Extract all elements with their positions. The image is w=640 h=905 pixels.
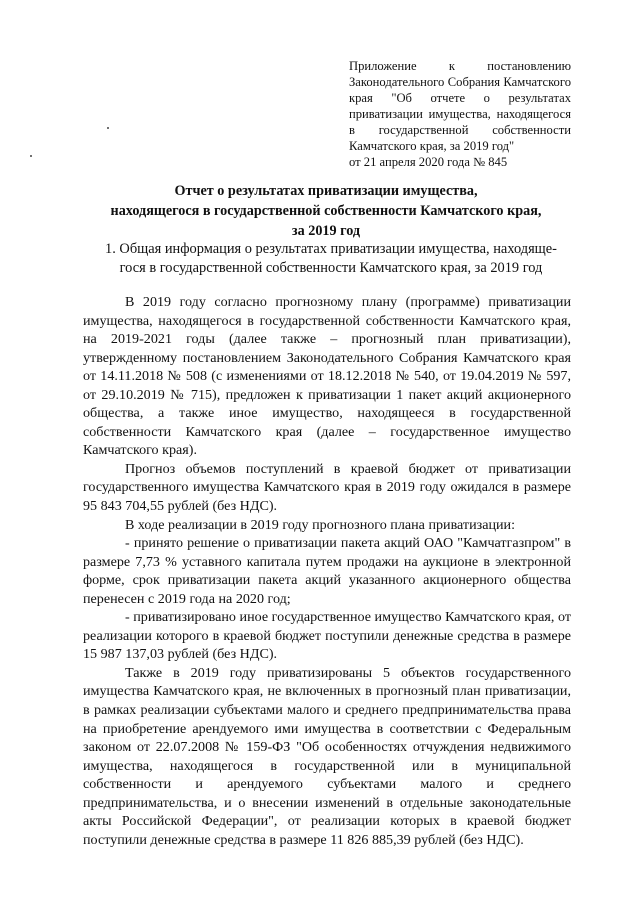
paragraph: - принято решение о приватизации пакета акций ОАО "Камчатгазпром" в размере 7,73 % уставного капитала путем продажи на аукционе в электронной форме, срок приватизации пакета акций указанного акционерного общества перенесен с 2019 года на 2020 год; — [83, 535, 571, 607]
paragraph: В 2019 году согласно прогнозному плану (программе) приватизации имущества, находящегося в государственной собственности Камчатского края, на 2019-2021 годы (далее также – прогнозный план приватизации), утвержденному постановлением Законодательного Собрания Камчатского края от 14.11.2018 № 508 (с изменениями от 18.12.2018 № 540, от 19.04.2019 № 597, от 29.10.2019 № 715), предложен к приватизации 1 пакет акций акционерного общества, а также иное имущество, находящееся в государственной собственности Камчатского края (далее – государственное имущество Камчатского края). — [83, 294, 571, 459]
scan-speck — [30, 155, 32, 157]
paragraph: Также в 2019 году приватизированы 5 объектов государственного имущества Камчатского края, не включенных в прогнозный план приватизации, в рамках реализации субъектами малого и среднего предпринимательства права на приобретение арендуемого ими имущества в соответствии с Федеральным законом от 22.07.2008 № 159-ФЗ "Об особенностях отчуждения недвижимого имущества, находящегося в государственной или в муниципальной собственности и арендуемого субъектами малого и среднего предпринимательства, и о внесении изменений в отдельные законодательные акты Российской Федерации", от реализации которых в краевой бюджет поступили денежные средства в размере 11 826 885,39 рублей (без НДС). — [83, 664, 571, 848]
document-title — [60, 181, 592, 241]
title-line: находящегося в государственной собственности Камчатского края, — [110, 203, 542, 219]
appendix-body: Приложение к постановлению Законодательного Собрания Камчатского края "Об отчете о результатах приватизации имущества, находящегося в государственной собственности Камчатского края, за 2019 год" — [349, 59, 571, 153]
body-text — [83, 293, 571, 849]
title-line: Отчет о результатах приватизации имущества, — [174, 183, 478, 199]
appendix-note — [349, 58, 571, 170]
title-line: за 2019 год — [291, 223, 361, 239]
section-heading-line: 1. Общая информация о результатах приватизации имущества, находяще- — [105, 241, 557, 257]
section-heading — [76, 240, 586, 278]
paragraph: Прогноз объемов поступлений в краевой бюджет от приватизации государственного имущества Камчатского края в 2019 году ожидался в размере 95 843 704,55 рублей (без НДС). — [83, 460, 571, 515]
scan-speck — [107, 127, 109, 129]
paragraph: В ходе реализации в 2019 году прогнозного плана приватизации: — [125, 516, 515, 533]
appendix-date: от 21 апреля 2020 года № 845 — [349, 155, 508, 169]
paragraph: - приватизировано иное государственное имущество Камчатского края, от реализации которого в краевой бюджет поступили денежные средства в размере 15 987 137,03 рублей (без НДС). — [83, 609, 571, 663]
section-heading-line: гося в государственной собственности Камчатского края, за 2019 год — [119, 260, 543, 276]
